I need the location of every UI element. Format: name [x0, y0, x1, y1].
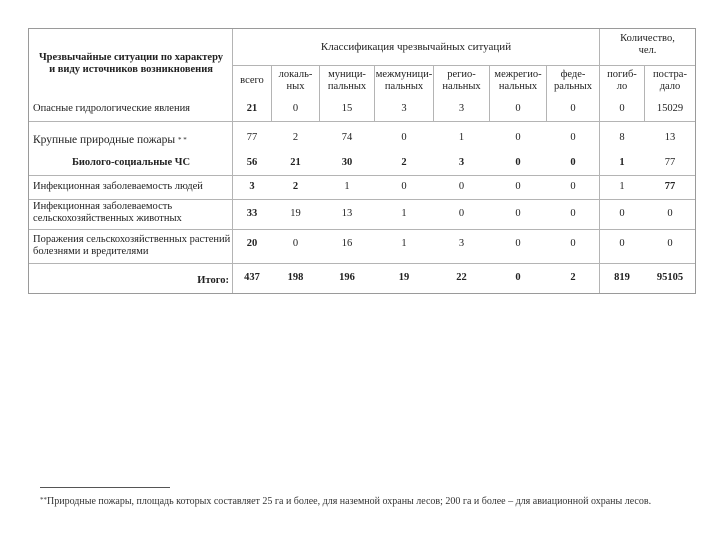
table-cell: 21 [290, 157, 301, 168]
total-cell: 2 [570, 272, 576, 283]
col-interregional-header-2: нальных [498, 81, 538, 92]
header-count-line2: чел. [638, 45, 657, 56]
col-injured-header: постра- [653, 69, 687, 80]
footnote-text: Природные пожары, площадь которых составляет 25 га и более, для наземной охраны лесов; 200 га и более – для авиационной охраны лесов. [47, 496, 652, 507]
col-intermunicipal-header-2: пальных [384, 81, 424, 92]
table-cell: 0 [570, 208, 576, 219]
table-cell: 15 [341, 103, 353, 114]
table-cell: 0 [570, 181, 576, 192]
table-cell: 3 [249, 181, 255, 192]
row-label-wildfires: Крупные природные пожары * * [33, 134, 187, 146]
table-cell: 1 [401, 208, 407, 219]
table-cell: 0 [401, 132, 407, 143]
table-cell: 33 [246, 208, 258, 219]
table-cell: 2 [401, 157, 407, 168]
grid-line [233, 65, 695, 66]
col-municipal-header-2: пальных [327, 81, 367, 92]
table-cell: 0 [570, 157, 576, 168]
table-cell: 1 [344, 181, 350, 192]
col-federal-header-2: ральных [554, 81, 592, 92]
table-cell: 1 [619, 157, 625, 168]
grid-line [29, 121, 695, 122]
table-cell: 2 [292, 132, 299, 143]
grid-line [29, 229, 695, 230]
header-classification: Классификация чрезвычайных ситуаций [320, 41, 512, 53]
col-died-header: погиб- [607, 69, 637, 80]
table-cell: 0 [667, 208, 673, 219]
col-federal-header: феде- [560, 69, 586, 80]
table-cell: 3 [458, 238, 465, 249]
table-cell: 0 [515, 132, 521, 143]
footnote [40, 496, 651, 507]
row-label-plant-damage: Поражения сельскохозяйственных растений [33, 234, 231, 245]
table-cell: 0 [619, 103, 625, 114]
table-cell: 77 [664, 181, 676, 192]
table-cell: 0 [570, 132, 576, 143]
table-cell: 1 [401, 238, 407, 249]
table-cell: 21 [246, 103, 258, 114]
table-cell: 16 [341, 238, 353, 249]
header-count-line1: Количество, [620, 33, 675, 44]
emergency-classification-table [28, 28, 696, 294]
col-local-header-2: ных [286, 81, 305, 92]
table-cell: 0 [458, 208, 465, 219]
table-cell: 3 [458, 103, 465, 114]
row-label-animal-infections: Инфекционная заболеваемость [33, 201, 173, 212]
header-situations-line2: и виду источников возникновения [49, 64, 213, 75]
table-cell: 13 [341, 208, 353, 219]
table-cell: 2 [292, 181, 299, 192]
total-cell: 19 [398, 272, 410, 283]
table-cell: 56 [246, 157, 258, 168]
col-died-header-2: ло [616, 81, 628, 92]
grid-line [29, 175, 695, 176]
row-label-total: Итого: [197, 275, 229, 286]
table-cell: 3 [458, 157, 465, 168]
table-cell: 77 [664, 157, 676, 168]
table-cell: 0 [515, 181, 521, 192]
row-label-plant-damage-2: болезнями и вредителями [33, 246, 149, 257]
col-municipal-header: муници- [328, 69, 366, 80]
table-cell: 0 [292, 238, 299, 249]
total-cell: 95105 [656, 272, 684, 283]
header-situations-line1: Чрезвычайные ситуации по характеру [38, 52, 224, 63]
total-cell: 0 [515, 272, 521, 283]
col-local-header: локаль- [278, 69, 313, 80]
table-cell: 74 [341, 132, 353, 143]
row-label-animal-infections-2: сельскохозяйственных животных [33, 213, 182, 224]
table-cell: 0 [515, 208, 521, 219]
total-cell: 196 [339, 272, 355, 283]
table-cell: 0 [515, 238, 521, 249]
col-interregional-header: межрегио- [494, 69, 542, 80]
row-label-hydrological: Опасные гидрологические явления [33, 103, 191, 114]
footnote-separator [40, 487, 170, 488]
table-cell: 20 [246, 238, 258, 249]
table-cell: 0 [570, 238, 576, 249]
total-cell: 198 [287, 272, 304, 283]
total-cell: 437 [244, 272, 260, 283]
table-cell: 77 [246, 132, 258, 143]
table-cell: 0 [401, 181, 407, 192]
table-cell: 0 [570, 103, 576, 114]
table-cell: 0 [619, 208, 625, 219]
footnote-mark: * * [178, 136, 187, 144]
table-cell: 3 [401, 103, 407, 114]
row-label-human-infections: Инфекционная заболеваемость людей [33, 181, 203, 192]
table-cell: 1 [619, 181, 625, 192]
row-label-biosocial: Биолого-социальные ЧС [71, 157, 191, 168]
total-cell: 22 [456, 272, 467, 283]
table-cell: 0 [458, 181, 465, 192]
table-cell: 1 [458, 132, 465, 143]
col-regional-header: регио- [447, 69, 476, 80]
table-cell: 0 [515, 157, 521, 168]
col-intermunicipal-header: межмуници- [375, 69, 433, 80]
table-cell: 8 [619, 132, 625, 143]
table-cell: 13 [664, 132, 676, 143]
grid-line [29, 263, 695, 264]
table-cell: 15029 [656, 103, 684, 114]
table-cell: 30 [341, 157, 353, 168]
col-total-header: всего [240, 75, 264, 86]
table-cell: 0 [515, 103, 521, 114]
footnote-mark: ** [40, 496, 47, 504]
table-cell: 19 [290, 208, 301, 219]
table-cell: 0 [667, 238, 673, 249]
col-injured-header-2: дало [659, 81, 681, 92]
table-cell: 0 [292, 103, 299, 114]
col-regional-header-2: нальных [442, 81, 481, 92]
total-cell: 819 [614, 272, 630, 283]
grid-line [29, 199, 695, 200]
table-cell: 0 [619, 238, 625, 249]
